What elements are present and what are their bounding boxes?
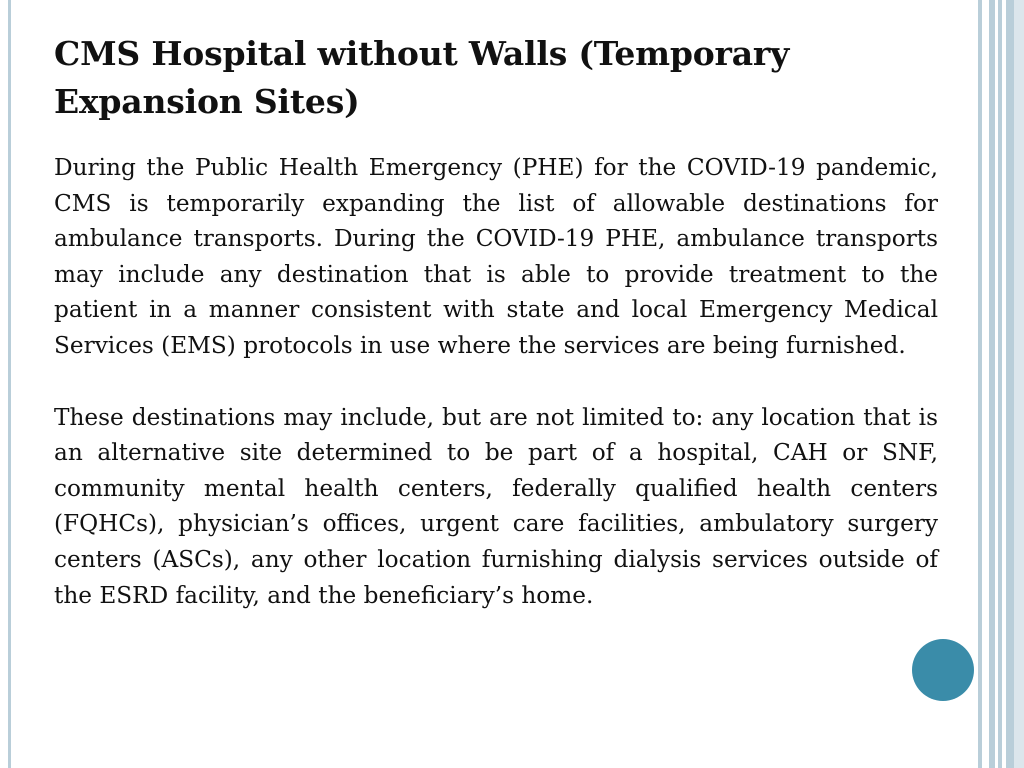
decorative-circle [912, 639, 974, 701]
right-border-stripe [1006, 0, 1014, 768]
right-border-gap [982, 0, 989, 768]
slide-title: CMS Hospital without Walls (Temporary Expansion Sites) [54, 34, 790, 121]
left-border-line [8, 0, 11, 768]
body-paragraph-2: These destinations may include, but are not limited to: any location that is an alternative site determined to be part of a hospital, CAH or SNF, community mental health centers, federally qualified health centers (FQHCs), physician’s offices, urgent care facilities, ambulatory surgery centers (ASCs), any other location furnishing dialysis services outside of the ESRD facility, and the beneficiary’s home. [54, 403, 938, 609]
slide-content [54, 30, 938, 613]
right-border-edge [1014, 0, 1024, 768]
body-paragraph-1: During the Public Health Emergency (PHE) for the COVID-19 pandemic, CMS is temporarily expanding the list of allowable destinations for ambulance transports. During the COVID-19 PHE, ambulance transports may include any destination that is able to provide treatment to the patient in a manner consistent with state and local Emergency Medical Services (EMS) protocols in use where the services are being furnished. [54, 154, 938, 359]
